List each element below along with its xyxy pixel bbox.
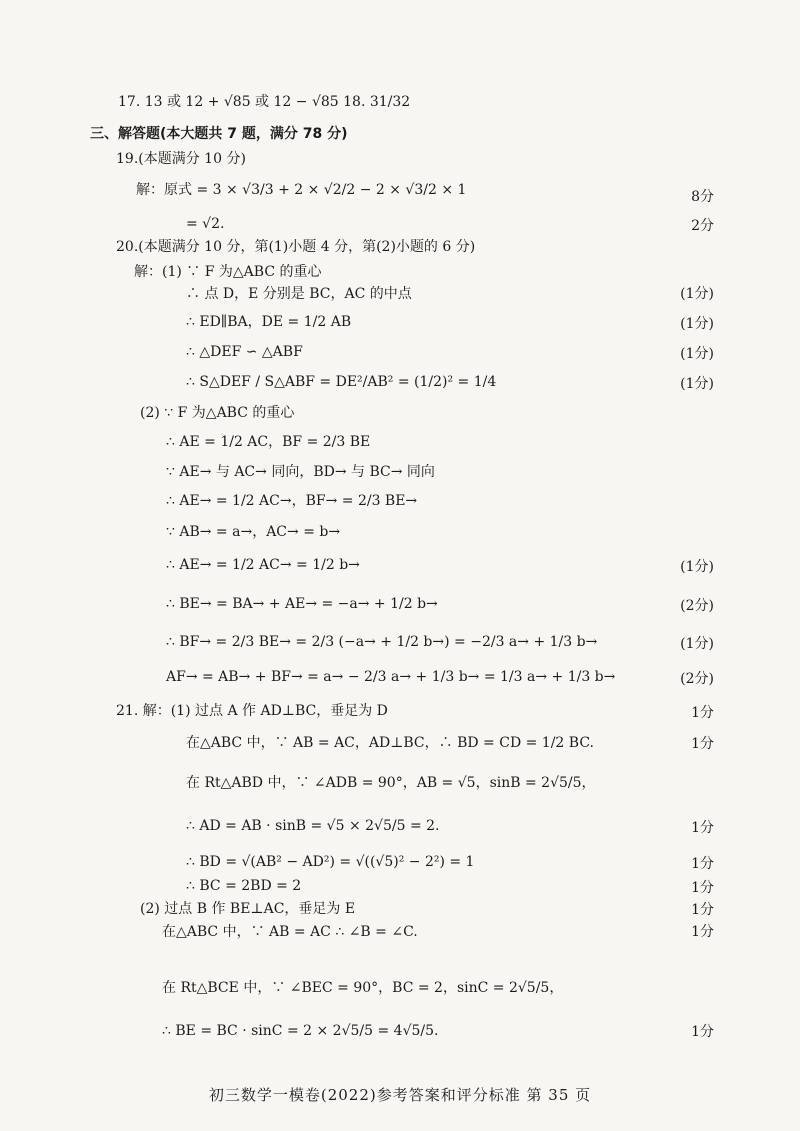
answer-line: 17. 13 或 12 + √85 或 12 − √85 18. 31/32 bbox=[118, 94, 411, 110]
answer-line: ∴ BE→ = BA→ + AE→ = −a→ + 1/2 b→ bbox=[166, 596, 438, 612]
score-mark: (1分) bbox=[680, 316, 714, 332]
answer-line: ∴ ED∥BA，DE = 1/2 AB bbox=[186, 314, 352, 330]
answer-line: 解：原式 = 3 × √3/3 + 2 × √2/2 − 2 × √3/2 × 1 bbox=[136, 182, 467, 198]
answer-line: 在△ABC 中，∵ AB = AC，AD⊥BC，∴ BD = CD = 1/2 BC. bbox=[186, 735, 595, 751]
answer-line: = √2. bbox=[186, 216, 225, 232]
score-mark: (2分) bbox=[680, 671, 714, 687]
answer-line: ∴ 点 D，E 分别是 BC，AC 的中点 bbox=[186, 286, 412, 302]
score-mark: 1分 bbox=[691, 736, 714, 752]
score-mark: (1分) bbox=[680, 376, 714, 392]
score-mark: (1分) bbox=[680, 346, 714, 362]
answer-line: ∵ AE→ 与 AC→ 同向，BD→ 与 BC→ 同向 bbox=[166, 464, 435, 480]
score-mark: (1分) bbox=[680, 286, 714, 302]
score-mark: 2分 bbox=[691, 218, 714, 234]
score-mark: (2分) bbox=[680, 598, 714, 614]
score-mark: 1分 bbox=[691, 902, 714, 918]
answer-line: ∴ AE→ = 1/2 AC→ = 1/2 b→ bbox=[166, 557, 360, 573]
answer-line: ∴ AE→ = 1/2 AC→，BF→ = 2/3 BE→ bbox=[166, 493, 418, 509]
answer-line: ∴ △DEF ∽ △ABF bbox=[186, 344, 303, 360]
answer-line: 在 Rt△BCE 中，∵ ∠BEC = 90°，BC = 2，sinC = 2√5/5， bbox=[162, 980, 564, 996]
score-mark: 8分 bbox=[691, 189, 714, 205]
score-mark: 1分 bbox=[691, 880, 714, 896]
answer-line: (2) 过点 B 作 BE⊥AC，垂足为 E bbox=[140, 901, 356, 917]
score-mark: 1分 bbox=[691, 856, 714, 872]
answer-line: ∴ BE = BC · sinC = 2 × 2√5/5 = 4√5/5. bbox=[162, 1023, 439, 1039]
page-footer: 初三数学一模卷(2022)参考答案和评分标准 第 35 页 bbox=[208, 1086, 592, 1104]
answer-line: 19.(本题满分 10 分) bbox=[116, 151, 246, 167]
answer-line: ∵ AB→ = a→，AC→ = b→ bbox=[166, 524, 341, 540]
answer-line: ∴ BC = 2BD = 2 bbox=[186, 878, 302, 894]
answer-line: ∴ BF→ = 2/3 BE→ = 2/3 (−a→ + 1/2 b→) = −2/3 a→ + 1/3 b→ bbox=[166, 634, 598, 650]
answer-line: ∴ S△DEF / S△ABF = DE²/AB² = (1/2)² = 1/4 bbox=[186, 374, 497, 390]
answer-line: AF→ = AB→ + BF→ = a→ − 2/3 a→ + 1/3 b→ = 1/3 a→ + 1/3 b→ bbox=[166, 669, 616, 685]
answer-line: ∴ AE = 1/2 AC，BF = 2/3 BE bbox=[166, 434, 371, 450]
answer-line: 解：(1) ∵ F 为△ABC 的重心 bbox=[134, 264, 322, 280]
answer-line: 在△ABC 中，∵ AB = AC ∴ ∠B = ∠C. bbox=[162, 924, 418, 940]
answer-line: 21. 解：(1) 过点 A 作 AD⊥BC，垂足为 D bbox=[116, 703, 388, 719]
answer-line: ∴ AD = AB · sinB = √5 × 2√5/5 = 2. bbox=[186, 818, 440, 834]
score-mark: (1分) bbox=[680, 559, 714, 575]
score-mark: 1分 bbox=[691, 705, 714, 721]
answer-line: ∴ BD = √(AB² − AD²) = √((√5)² − 2²) = 1 bbox=[186, 854, 475, 870]
score-mark: 1分 bbox=[691, 820, 714, 836]
answer-line: (2) ∵ F 为△ABC 的重心 bbox=[140, 405, 295, 421]
score-mark: (1分) bbox=[680, 636, 714, 652]
score-mark: 1分 bbox=[691, 924, 714, 940]
answer-line: 三、解答题(本大题共 7 题，满分 78 分) bbox=[90, 126, 348, 142]
score-mark: 1分 bbox=[691, 1024, 714, 1040]
answer-line: 20.(本题满分 10 分，第(1)小题 4 分，第(2)小题的 6 分) bbox=[116, 239, 476, 255]
answer-line: 在 Rt△ABD 中，∵ ∠ADB = 90°，AB = √5，sinB = 2√5/5， bbox=[186, 775, 596, 791]
